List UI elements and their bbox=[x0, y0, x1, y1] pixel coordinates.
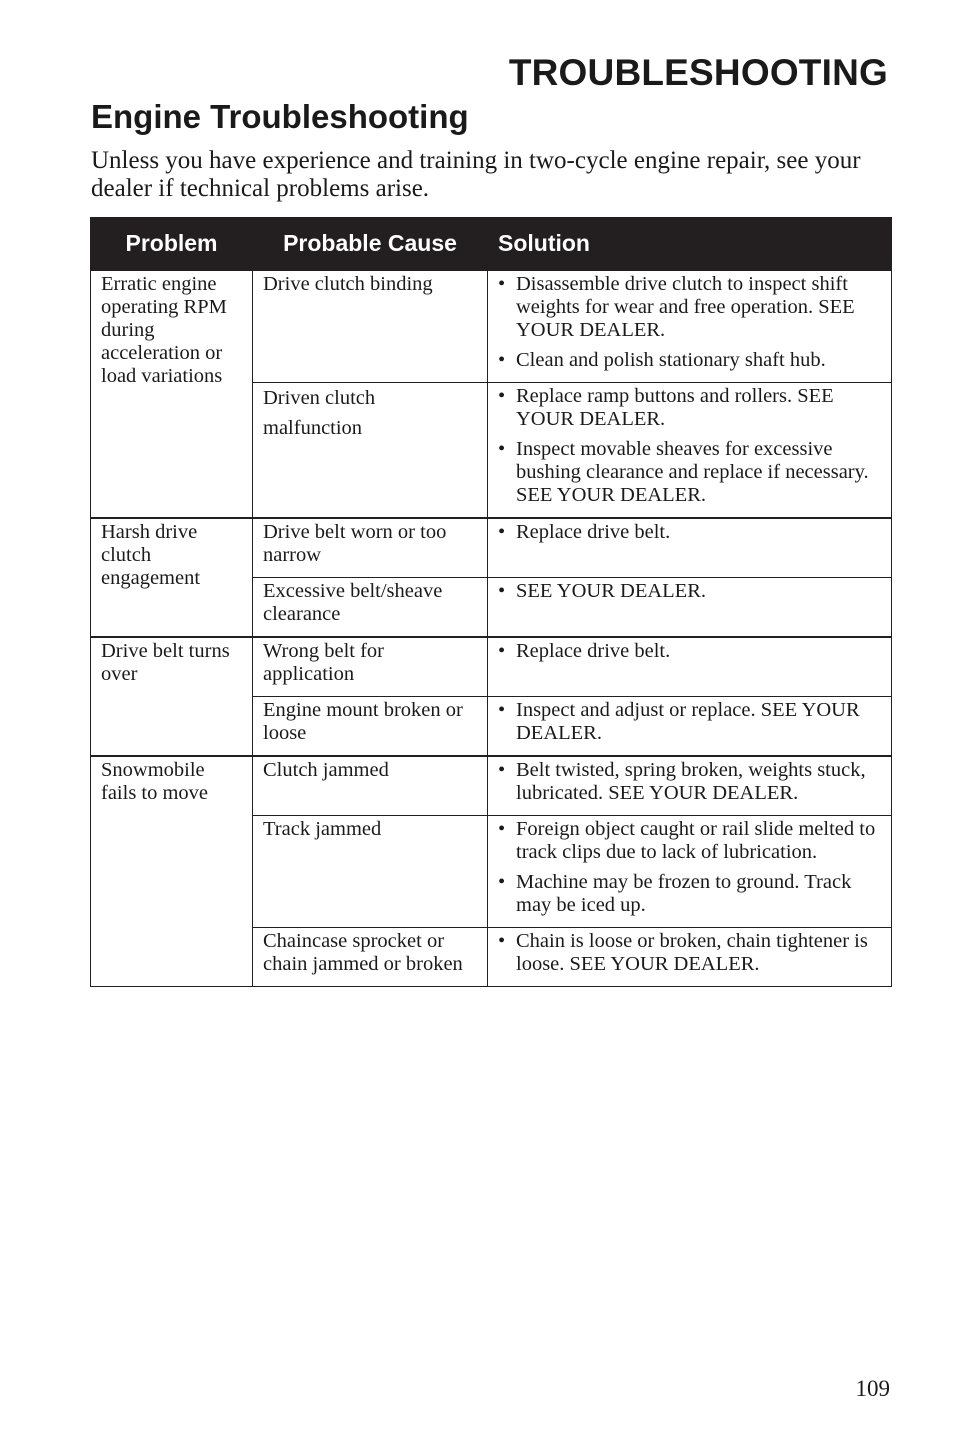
cause-cell: Clutch jammed bbox=[253, 756, 488, 816]
solution-item: • Clean and polish stationary shaft hub. bbox=[498, 349, 882, 372]
intro-paragraph: Unless you have experience and training in two-cycle engine repair, see your dealer if technical problems arise. bbox=[91, 147, 861, 202]
page-title: Engine Troubleshooting bbox=[91, 98, 469, 135]
problem-cell: Harsh drive clutch engagement bbox=[91, 518, 253, 637]
cause-cell: Driven clutch malfunction bbox=[253, 383, 488, 519]
problem-cell: Drive belt turns over bbox=[91, 637, 253, 756]
solution-item: • Replace ramp buttons and rollers. SEE YOUR DEALER. bbox=[498, 385, 882, 431]
solution-item: • Machine may be frozen to ground. Track may be iced up. bbox=[498, 871, 882, 917]
header-solution: Solution bbox=[488, 218, 892, 271]
table-header-row bbox=[91, 218, 892, 271]
solution-cell bbox=[488, 637, 892, 697]
solution-item: • SEE YOUR DEALER. bbox=[498, 580, 882, 603]
header-problem: Problem bbox=[91, 218, 253, 271]
solution-item: • Foreign object caught or rail slide melted to track clips due to lack of lubrication. bbox=[498, 818, 882, 864]
solution-cell bbox=[488, 697, 892, 757]
solution-cell bbox=[488, 578, 892, 638]
table-row bbox=[91, 637, 892, 697]
section-title: TROUBLESHOOTING bbox=[508, 52, 888, 93]
table-row bbox=[91, 756, 892, 816]
cause-cell: Excessive belt/sheave clearance bbox=[253, 578, 488, 638]
solution-item: • Inspect movable sheaves for excessive bushing clearance and replace if necessary. SEE YOUR DEALER. bbox=[498, 438, 882, 507]
cause-cell: Engine mount broken or loose bbox=[253, 697, 488, 757]
table-row bbox=[91, 270, 892, 383]
cause-cell: Track jammed bbox=[253, 816, 488, 928]
problem-cell: Snowmobile fails to move bbox=[91, 756, 253, 987]
solution-item: • Replace drive belt. bbox=[498, 640, 882, 663]
solution-cell bbox=[488, 518, 892, 578]
solution-cell bbox=[488, 270, 892, 383]
problem-cell: Erratic engine operating RPM during acceleration or load variations bbox=[91, 270, 253, 518]
solution-cell bbox=[488, 816, 892, 928]
solution-cell bbox=[488, 928, 892, 987]
table-row bbox=[91, 518, 892, 578]
solution-item: • Belt twisted, spring broken, weights stuck, lubricated. SEE YOUR DEALER. bbox=[498, 759, 882, 805]
cause-cell: Drive belt worn or too narrow bbox=[253, 518, 488, 578]
solution-item: • Inspect and adjust or replace. SEE YOUR DEALER. bbox=[498, 699, 882, 745]
cause-cell: Wrong belt for application bbox=[253, 637, 488, 697]
header-probable-cause: Probable Cause bbox=[253, 218, 488, 271]
solution-item: • Replace drive belt. bbox=[498, 521, 882, 544]
troubleshooting-table bbox=[90, 217, 892, 987]
solution-cell bbox=[488, 383, 892, 519]
cause-cell: Chaincase sprocket or chain jammed or broken bbox=[253, 928, 488, 987]
cause-cell: Drive clutch binding bbox=[253, 270, 488, 383]
solution-item: • Chain is loose or broken, chain tightener is loose. SEE YOUR DEALER. bbox=[498, 930, 882, 976]
page-number: 109 bbox=[855, 1376, 890, 1401]
solution-item: • Disassemble drive clutch to inspect shift weights for wear and free operation. SEE YOUR DEALER. bbox=[498, 273, 882, 342]
solution-cell bbox=[488, 756, 892, 816]
